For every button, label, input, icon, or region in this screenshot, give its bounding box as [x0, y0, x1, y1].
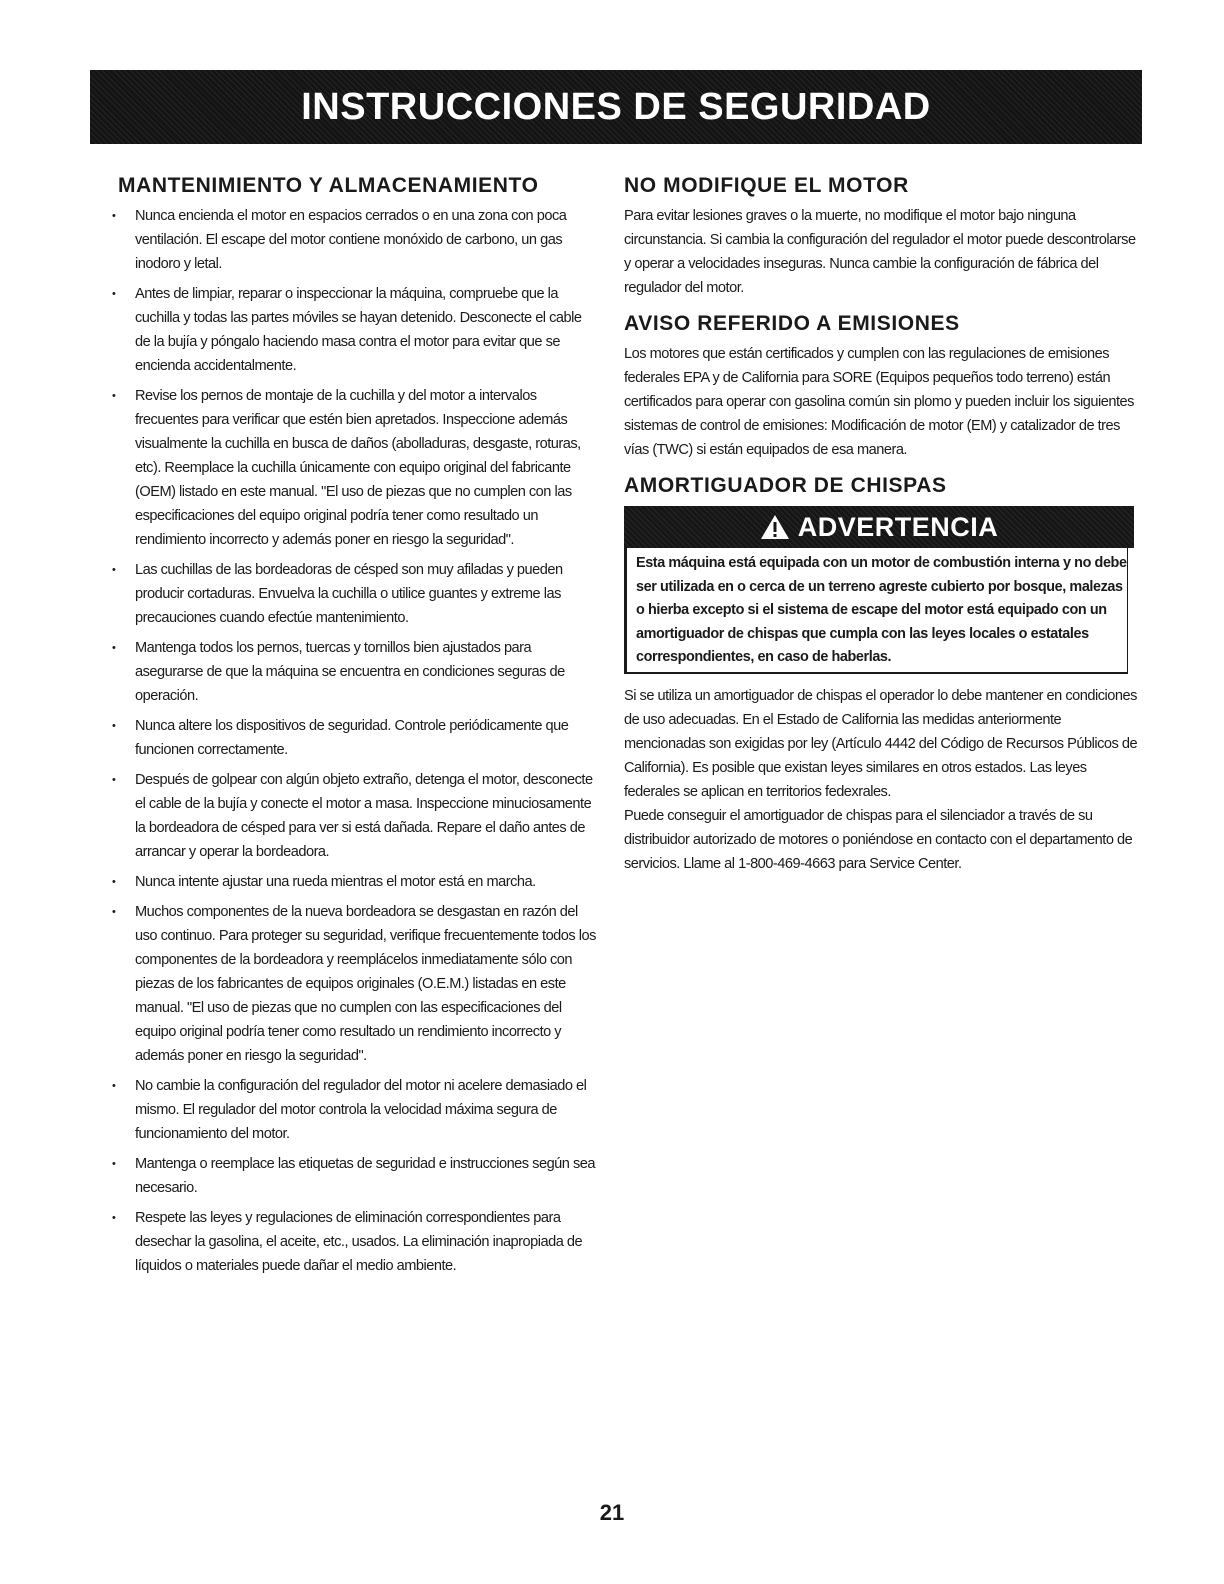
- list-item-text: Mantenga o reemplace las etiquetas de seguridad e instrucciones según sea necesario.: [135, 1156, 596, 1196]
- list-item-text: Revise los pernos de montaje de la cuchilla y del motor a intervalos frecuentes para verificar que estén bien apretados. Inspeccione además visualmente la cuchilla en busca de daños (abolladuras, desgaste, roturas, etc). Reemplace la cuchilla únicamente con equipo original del fabricante (OEM) listado en este manual. "El uso de piezas que no cumplen con las especificaciones del equipo original podría tener como resultado un rendimiento incorrecto y además poner en riesgo la seguridad".: [135, 388, 581, 548]
- list-item-text: Respete las leyes y regulaciones de eliminación correspondientes para desechar la gasolina, el aceite, etc., usados. La eliminación inapropiada de líquidos o materiales puede dañar el medio ambiente.: [135, 1210, 583, 1274]
- bullet-icon: •: [112, 774, 116, 786]
- list-item: [112, 282, 598, 378]
- emissions-heading: AVISO REFERIDO A EMISIONES: [624, 312, 960, 335]
- bullet-icon: •: [112, 288, 116, 300]
- list-item-text: Después de golpear con algún objeto extraño, detenga el motor, desconecte el cable de la bujía y conecte el motor a masa. Inspeccione minuciosamente la bordeadora de césped para ver si está dañada. Repare el daño antes de arrancar y operar la bordeadora.: [135, 772, 593, 860]
- spark-arrester-heading: AMORTIGUADOR DE CHISPAS: [624, 474, 947, 497]
- bullet-icon: •: [112, 564, 116, 576]
- bullet-icon: •: [112, 1212, 116, 1224]
- bullet-icon: •: [112, 210, 116, 222]
- list-item: [112, 384, 598, 552]
- list-item: [112, 636, 598, 708]
- warning-banner: [624, 506, 1134, 548]
- right-column: [624, 172, 1144, 876]
- engine-modification-heading: NO MODIFIQUE EL MOTOR: [624, 174, 909, 197]
- maintenance-heading: MANTENIMIENTO Y ALMACENAMIENTO: [118, 174, 539, 197]
- list-item: [112, 558, 598, 630]
- emissions-text: Los motores que están certificados y cumplen con las regulaciones de emisiones federales EPA y de California para SORE (Equipos pequeños todo terreno) están certificados para operar con gasolina común sin plomo y pueden incluir los siguientes sistemas de control de emisiones: Modificación de motor (EM) y catalizador de tres vías (TWC) si están equipados de esa manera.: [624, 346, 1134, 458]
- list-item-text: Antes de limpiar, reparar o inspeccionar la máquina, compruebe que la cuchilla y todas las partes móviles se hayan detenido. Desconecte el cable de la bujía y póngalo haciendo masa contra el motor para evitar que se encienda accidentalmente.: [135, 286, 582, 374]
- bullet-icon: •: [112, 906, 116, 918]
- bullet-icon: •: [112, 390, 116, 402]
- list-item: [112, 1206, 598, 1278]
- list-item-text: Nunca encienda el motor en espacios cerrados o en una zona con poca ventilación. El escape del motor contiene monóxido de carbono, un gas inodoro y letal.: [135, 208, 567, 272]
- page-title: INSTRUCCIONES DE SEGURIDAD: [301, 85, 931, 128]
- warning-box: [624, 548, 1128, 674]
- list-item-text: No cambie la configuración del regulador del motor ni acelere demasiado el mismo. El regulador del motor controla la velocidad máxima segura de funcionamiento del motor.: [135, 1078, 587, 1142]
- spark-arrester-text: Si se utiliza un amortiguador de chispas el operador lo debe mantener en condiciones de uso adecuadas. En el Estado de California las medidas anteriormente mencionadas son exigidas por ley (Artículo 4442 del Código de Recursos Públicos de California). Es posible que existan leyes similares en otros estados. Las leyes federales se aplican en territorios fedexrales.: [624, 687, 1138, 800]
- list-item: [112, 204, 598, 276]
- list-item: [112, 768, 598, 864]
- page-number: 21: [599, 1500, 625, 1525]
- list-item-text: Nunca intente ajustar una rueda mientras el motor está en marcha.: [135, 874, 536, 890]
- bullet-icon: •: [112, 720, 116, 732]
- bullet-icon: •: [112, 876, 116, 888]
- header-banner: [90, 70, 1142, 144]
- spacer: [624, 300, 1144, 310]
- list-item: [112, 1152, 598, 1200]
- left-column: [112, 172, 598, 1284]
- bullet-icon: •: [112, 1080, 116, 1092]
- list-item: [112, 714, 598, 762]
- list-item: [112, 900, 598, 1068]
- spark-arrester-contact-text: Puede conseguir el amortiguador de chispas para el silenciador a través de su distribuidor autorizado de motores o poniéndose en contacto con el departamento de servicios. Llame al 1-800-469-4663 para Service Center.: [624, 807, 1133, 872]
- maintenance-list: [112, 204, 598, 1278]
- list-item-text: Las cuchillas de las bordeadoras de césped son muy afiladas y pueden producir cortaduras. Envuelva la cuchilla o utilice guantes y extreme las precauciones cuando efectúe mantenimiento.: [135, 562, 563, 626]
- list-item-text: Nunca altere los dispositivos de seguridad. Controle periódicamente que funcionen correctamente.: [135, 718, 569, 758]
- engine-modification-text: Para evitar lesiones graves o la muerte, no modifique el motor bajo ninguna circunstancia. Si cambia la configuración del regulador el motor puede descontrolarse y operar a velocidades inseguras. Nunca cambie la configuración de fábrica del regulador del motor.: [624, 208, 1136, 296]
- warning-triangle-icon: [760, 514, 790, 540]
- list-item: [112, 1074, 598, 1146]
- list-item-text: Mantenga todos los pernos, tuercas y tornillos bien ajustados para asegurarse de que la máquina se encuentra en condiciones seguras de operación.: [135, 640, 565, 704]
- warning-text: Esta máquina está equipada con un motor de combustión interna y no debe ser utilizada en o cerca de un terreno agreste cubierto por bosque, malezas o hierba excepto si el sistema de escape del motor está equipado con un amortiguador de chispas que cumpla con las leyes locales o estatales correspondientes, en caso de haberlas.: [636, 555, 1127, 665]
- warning-label: ADVERTENCIA: [797, 511, 999, 542]
- bullet-icon: •: [112, 642, 116, 654]
- bullet-icon: •: [112, 1158, 116, 1170]
- list-item: [112, 870, 598, 894]
- spacer: [624, 462, 1144, 472]
- list-item-text: Muchos componentes de la nueva bordeadora se desgastan en razón del uso continuo. Para proteger su seguridad, verifique frecuentemente todos los componentes de la bordeadora y reemplácelos inmediatamente sólo con piezas de los fabricantes de equipos originales (O.E.M.) listadas en este manual. "El uso de piezas que no cumplen con las especificaciones del equipo original podría tener como resultado un rendimiento incorrecto y además poner en riesgo la seguridad".: [135, 904, 596, 1064]
